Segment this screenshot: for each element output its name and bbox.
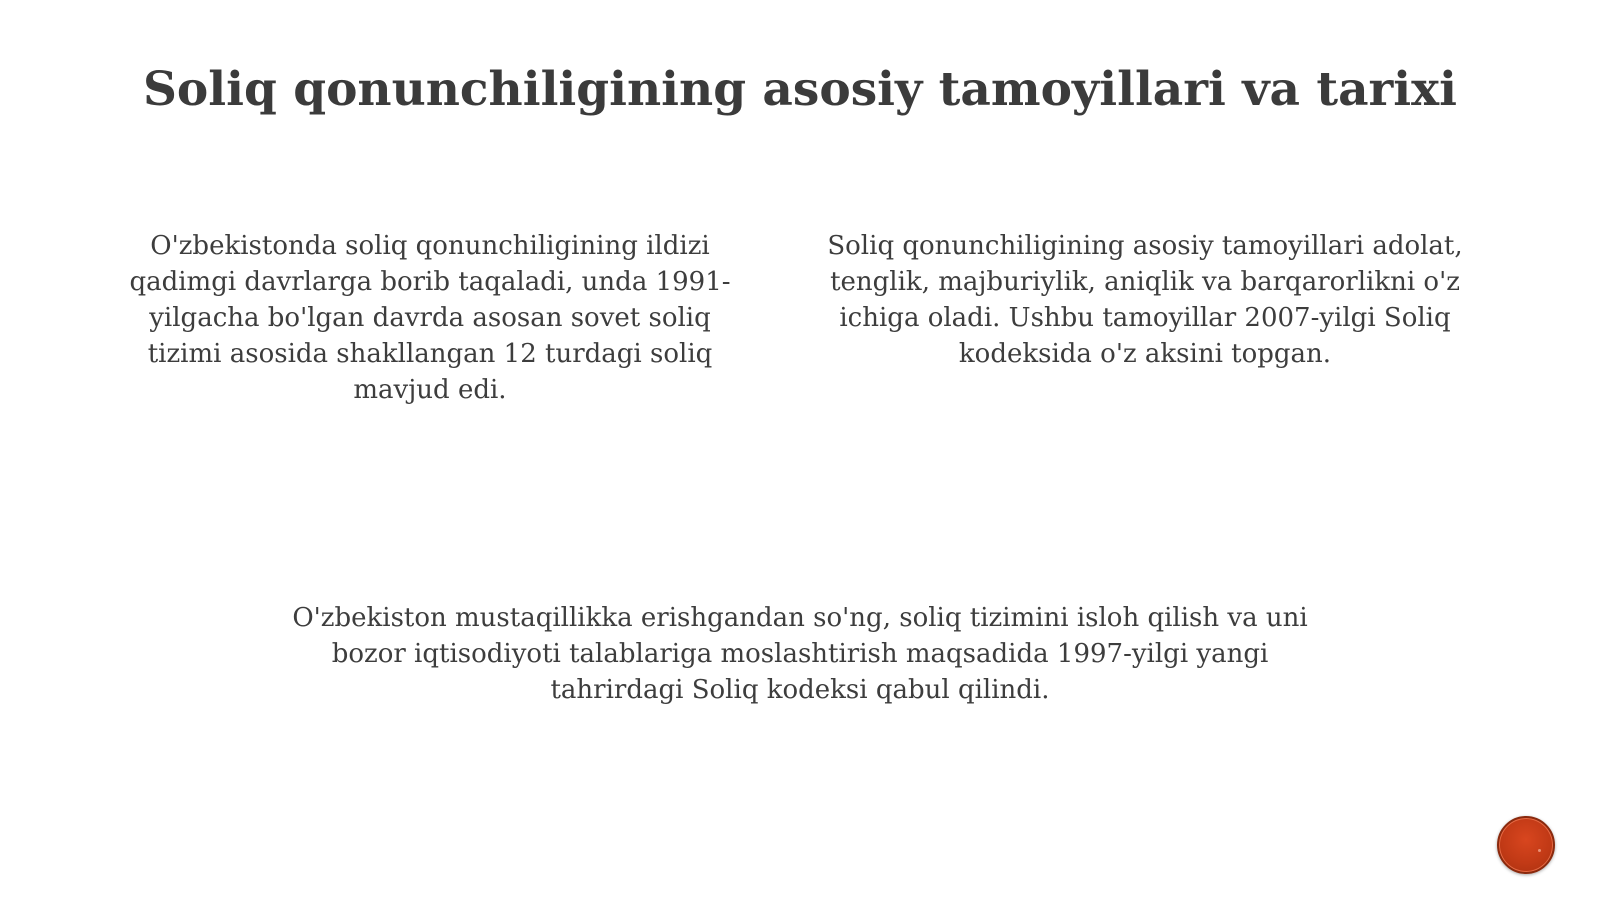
left-paragraph: O'zbekistonda soliq qonunchiligining ildizi qadimgi davrlarga borib taqaladi, unda 1991-yilgacha bo'lgan davrda asosan sovet soliq tizimi asosida shakllangan 12 turdagi soliq mavjud edi. <box>129 231 731 405</box>
slide-title: Soliq qonunchiligining asosiy tamoyillari va tarixi <box>142 62 1458 117</box>
bottom-paragraph: O'zbekiston mustaqillikka erishgandan so'ng, soliq tizimini isloh qilish va uni bozor iqtisodiyoti talablariga moslashtirish maqsadida 1997-yilgi yangi tahrirdagi Soliq kodeksi qabul qilindi. <box>292 603 1308 705</box>
right-paragraph: Soliq qonunchiligining asosiy tamoyillari adolat, tenglik, majburiylik, aniqlik va barqarorlikni o'z ichiga oladi. Ushbu tamoyillar 2007-yilgi Soliq kodeksida o'z aksini topgan. <box>827 231 1463 369</box>
slide-nav-button[interactable] <box>1497 816 1555 874</box>
circle-button-icon <box>1538 849 1541 852</box>
